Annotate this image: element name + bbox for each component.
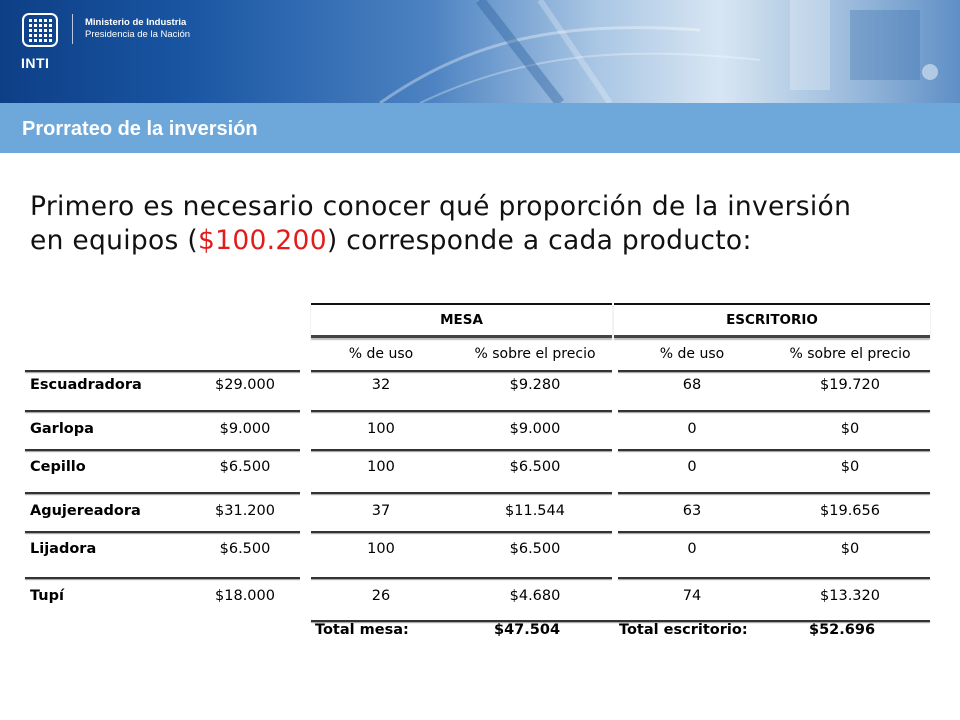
inti-logo-icon bbox=[22, 13, 58, 47]
escritorio-price-share: $0 bbox=[840, 541, 860, 557]
ministry-line-2: Presidencia de la Nación bbox=[85, 29, 191, 40]
group-header-mesa bbox=[311, 303, 612, 338]
escritorio-usage-pct: 74 bbox=[682, 588, 702, 604]
product-price: $9.000 bbox=[219, 421, 271, 437]
product-name: Escuadradora bbox=[30, 377, 142, 393]
subheader-mesa-uso: % de uso bbox=[348, 346, 414, 362]
product-name: Tupí bbox=[30, 588, 64, 604]
mesa-usage-pct: 26 bbox=[371, 588, 391, 604]
total-mesa-label: Total mesa: bbox=[315, 622, 409, 638]
row-separator bbox=[25, 370, 930, 372]
mesa-price-share: $6.500 bbox=[509, 541, 561, 557]
row-separator-gap bbox=[300, 491, 311, 496]
row-separator-gap bbox=[300, 448, 311, 453]
intro-line-1: Primero es necesario conocer qué proporción de la inversión bbox=[30, 191, 852, 222]
slide-title-bar bbox=[0, 103, 960, 153]
mesa-usage-pct: 32 bbox=[371, 377, 391, 393]
row-separator bbox=[25, 492, 930, 494]
row-separator bbox=[25, 449, 930, 451]
row-separator-gap bbox=[300, 576, 311, 581]
product-price: $31.200 bbox=[215, 503, 275, 519]
mesa-price-share: $9.280 bbox=[509, 377, 561, 393]
escritorio-price-share: $0 bbox=[840, 421, 860, 437]
product-name: Agujereadora bbox=[30, 503, 141, 519]
mesa-price-share: $9.000 bbox=[509, 421, 561, 437]
ministry-line-1: Ministerio de Industria bbox=[85, 17, 187, 28]
row-separator-gap bbox=[612, 576, 618, 581]
mesa-price-share: $11.544 bbox=[505, 503, 565, 519]
intro-line-2-post: ) corresponde a cada producto: bbox=[326, 225, 752, 256]
escritorio-price-share: $19.656 bbox=[820, 503, 880, 519]
row-separator-gap bbox=[612, 369, 618, 374]
escritorio-usage-pct: 0 bbox=[687, 459, 697, 475]
mesa-usage-pct: 100 bbox=[367, 459, 395, 475]
escritorio-usage-pct: 0 bbox=[687, 541, 697, 557]
header-banner bbox=[0, 0, 960, 103]
escritorio-usage-pct: 0 bbox=[687, 421, 697, 437]
intro-line-2 bbox=[30, 224, 930, 258]
logo-divider bbox=[72, 14, 73, 44]
product-price: $18.000 bbox=[215, 588, 275, 604]
product-name: Lijadora bbox=[30, 541, 97, 557]
intro-paragraph bbox=[30, 190, 930, 258]
intro-line-2-pre: en equipos ( bbox=[30, 225, 199, 256]
row-separator-gap bbox=[612, 491, 618, 496]
ministry-label bbox=[85, 17, 190, 41]
total-escritorio-label: Total escritorio: bbox=[619, 622, 748, 638]
mesa-usage-pct: 100 bbox=[367, 541, 395, 557]
escritorio-price-share: $19.720 bbox=[820, 377, 880, 393]
mesa-price-share: $4.680 bbox=[509, 588, 561, 604]
mesa-price-share: $6.500 bbox=[509, 459, 561, 475]
group-header-mesa-label: MESA bbox=[440, 312, 483, 328]
escritorio-price-share: $0 bbox=[840, 459, 860, 475]
product-price: $6.500 bbox=[219, 541, 271, 557]
subheader-mesa-precio: % sobre el precio bbox=[474, 346, 596, 362]
row-separator-gap bbox=[612, 448, 618, 453]
row-separator-gap bbox=[300, 530, 311, 535]
row-separator-gap bbox=[300, 369, 311, 374]
logo-text: INTI bbox=[21, 55, 50, 71]
investment-amount: $100.200 bbox=[198, 225, 327, 256]
row-separator-gap bbox=[612, 530, 618, 535]
group-header-escritorio bbox=[614, 303, 930, 338]
row-separator bbox=[25, 577, 930, 579]
banner-decoration bbox=[0, 0, 960, 103]
row-separator bbox=[25, 531, 930, 533]
slide-title: Prorrateo de la inversión bbox=[22, 118, 258, 140]
escritorio-usage-pct: 68 bbox=[682, 377, 702, 393]
row-separator bbox=[25, 410, 930, 412]
subheader-esc-precio: % sobre el precio bbox=[789, 346, 911, 362]
group-header-escritorio-label: ESCRITORIO bbox=[726, 312, 818, 328]
mesa-usage-pct: 37 bbox=[371, 503, 391, 519]
row-separator-gap bbox=[300, 409, 311, 414]
row-separator-gap bbox=[612, 409, 618, 414]
escritorio-price-share: $13.320 bbox=[820, 588, 880, 604]
subheader-esc-uso: % de uso bbox=[659, 346, 725, 362]
product-name: Garlopa bbox=[30, 421, 94, 437]
total-mesa-value: $47.504 bbox=[494, 622, 561, 638]
escritorio-usage-pct: 63 bbox=[682, 503, 702, 519]
product-price: $6.500 bbox=[219, 459, 271, 475]
product-price: $29.000 bbox=[215, 377, 275, 393]
product-name: Cepillo bbox=[30, 459, 86, 475]
mesa-usage-pct: 100 bbox=[367, 421, 395, 437]
total-escritorio-value: $52.696 bbox=[809, 622, 876, 638]
